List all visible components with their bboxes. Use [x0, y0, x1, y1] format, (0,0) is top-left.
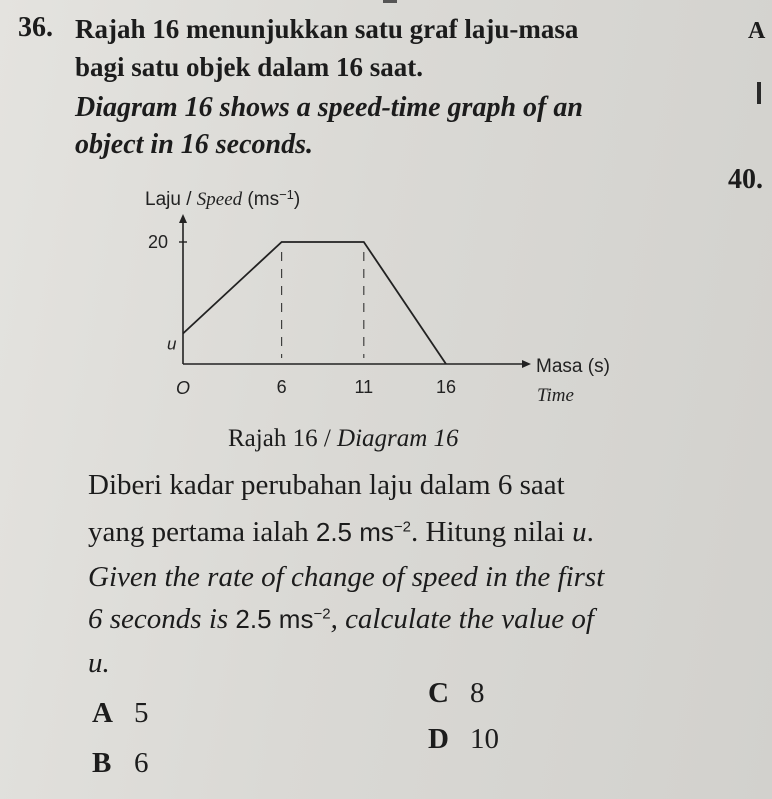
- rate-value-en-exp: −2: [313, 605, 331, 623]
- given-text-english-line2: [88, 603, 594, 636]
- given-end: .: [586, 516, 594, 548]
- rate-value: [316, 517, 411, 547]
- given-text-malay-line1: Diberi kadar perubahan laju dalam 6 saat: [88, 469, 565, 501]
- option-b-value: 6: [134, 747, 149, 779]
- y-axis-label: [145, 187, 300, 210]
- variable-u: u: [572, 516, 587, 548]
- given-text-malay-line2: [88, 516, 594, 549]
- option-d[interactable]: [428, 723, 499, 756]
- option-a[interactable]: [92, 697, 149, 730]
- given-en-pre: 6 seconds is: [88, 603, 236, 635]
- y-axis-label-close: ): [293, 189, 301, 210]
- x-tick-label: 16: [435, 377, 457, 397]
- speed-time-chart: [140, 183, 640, 423]
- side-mark: [757, 82, 761, 104]
- next-question-number: 40.: [728, 164, 763, 195]
- margin-mark: [383, 0, 397, 3]
- x-axis-arrow: [522, 360, 531, 368]
- option-d-value: 10: [470, 723, 499, 755]
- question-text-english-line1: Diagram 16 shows a speed-time graph of an: [75, 92, 583, 123]
- option-c-letter: C: [428, 677, 449, 709]
- option-d-letter: D: [428, 723, 449, 755]
- x-tick-label: 6: [276, 377, 287, 397]
- x-axis-label: Masa (s): [536, 356, 610, 377]
- given-text-english-line3: u.: [88, 647, 110, 679]
- given-post: . Hitung nilai: [411, 516, 573, 548]
- given-en-post: , calculate the value of: [330, 603, 594, 635]
- given-text-english-line1: Given the rate of change of speed in the first: [88, 561, 605, 593]
- rate-value-en: [235, 604, 330, 634]
- y-axis-label-exp: −1: [279, 187, 294, 202]
- caption-italic: Diagram 16: [337, 425, 459, 452]
- diagram-caption: [228, 425, 459, 453]
- y-axis-label-main: Laju /: [145, 189, 197, 210]
- y-tick-label-20: 20: [148, 232, 169, 252]
- option-b-letter: B: [92, 747, 112, 779]
- y-axis-label-unit: (ms: [242, 189, 280, 210]
- origin-label: O: [176, 378, 191, 398]
- x-axis-label-italic: Time: [537, 385, 574, 406]
- given-pre: yang pertama ialah: [88, 516, 316, 548]
- option-b[interactable]: [92, 747, 149, 780]
- caption-main: Rajah 16 /: [228, 425, 338, 452]
- option-c[interactable]: [428, 677, 485, 710]
- y-tick-label-u: u: [167, 334, 177, 354]
- question-text-malay-line2: bagi satu objek dalam 16 saat.: [75, 52, 424, 82]
- option-c-value: 8: [470, 677, 485, 709]
- y-axis-label-italic: Speed: [196, 189, 243, 210]
- rate-value-text: 2.5 ms: [315, 517, 394, 547]
- speed-time-line: [183, 242, 446, 364]
- option-a-value: 5: [134, 697, 149, 729]
- option-a-letter: A: [92, 697, 113, 729]
- y-axis-arrow: [179, 214, 187, 223]
- x-tick-label: 11: [354, 377, 374, 397]
- rate-value-exp: −2: [393, 518, 412, 536]
- rate-value-en-text: 2.5 ms: [235, 604, 314, 634]
- question-text-malay-line1: Rajah 16 menunjukkan satu graf laju-masa: [75, 14, 579, 44]
- question-number: 36.: [18, 12, 53, 43]
- question-text-english-line2: object in 16 seconds.: [75, 129, 313, 160]
- side-option-letter: A: [748, 18, 766, 44]
